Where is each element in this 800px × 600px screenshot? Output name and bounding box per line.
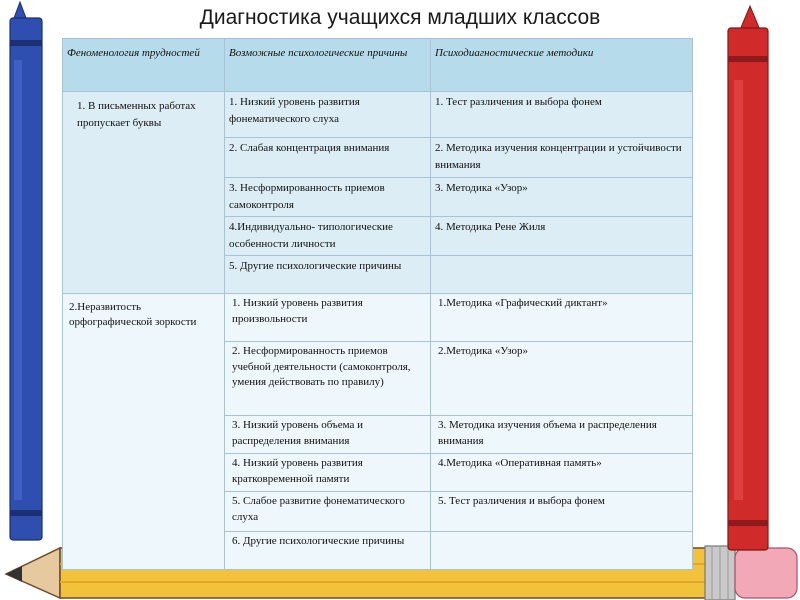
cause-cell: 3. Низкий уровень объема и распределения внимания: [225, 416, 431, 454]
method-cell: 3. Методика изучения объема и распределения внимания: [431, 416, 693, 454]
difficulty-cell: 1. В письменных работах пропускает буквы: [63, 92, 225, 294]
table-row: [63, 294, 693, 342]
method-cell: 2.Методика «Узор»: [431, 342, 693, 416]
blue-crayon-icon: [10, 2, 42, 540]
cause-cell: 5. Другие психологические причины: [225, 256, 431, 294]
method-cell: 2. Методика изучения концентрации и устойчивости внимания: [431, 138, 693, 178]
cause-cell: 3. Несформированность приемов самоконтроля: [225, 178, 431, 217]
cause-cell: 2. Несформированность приемов учебной деятельности (самоконтроля, умения действовать по правилу): [225, 342, 431, 416]
cause-cell: 1. Низкий уровень развития фонематического слуха: [225, 92, 431, 138]
method-cell: [431, 256, 693, 294]
method-cell: 4. Методика Рене Жиля: [431, 217, 693, 256]
page-title: Диагностика учащихся младших классов: [199, 6, 601, 29]
cause-cell: 6. Другие психологические причины: [225, 532, 431, 570]
cause-cell: 5. Слабое развитие фонематического слуха: [225, 492, 431, 532]
cause-cell: 4. Низкий уровень развития кратковременной памяти: [225, 454, 431, 492]
group-1: [63, 92, 693, 294]
method-cell: [431, 532, 693, 570]
method-cell: 1.Методика «Графический диктант»: [431, 294, 693, 342]
diagnostics-table: [62, 38, 693, 570]
header-methods: Психодиагностические методики: [431, 39, 693, 92]
method-cell: 4.Методика «Оперативная память»: [431, 454, 693, 492]
table-header-row: [63, 39, 693, 92]
red-crayon-icon: [728, 6, 768, 550]
difficulty-cell: 2.Неразвитость орфографической зоркости: [63, 294, 225, 570]
cause-cell: 4.Индивидуально- типологические особенности личности: [225, 217, 431, 256]
method-cell: 1. Тест различения и выбора фонем: [431, 92, 693, 138]
method-cell: 5. Тест различения и выбора фонем: [431, 492, 693, 532]
table-row: [63, 92, 693, 138]
header-causes: Возможные психологические причины: [225, 39, 431, 92]
method-cell: 3. Методика «Узор»: [431, 178, 693, 217]
header-difficulties: Феноменология трудностей: [63, 39, 225, 92]
cause-cell: 2. Слабая концентрация внимания: [225, 138, 431, 178]
cause-cell: 1. Низкий уровень развития произвольности: [225, 294, 431, 342]
group-2: [63, 294, 693, 570]
